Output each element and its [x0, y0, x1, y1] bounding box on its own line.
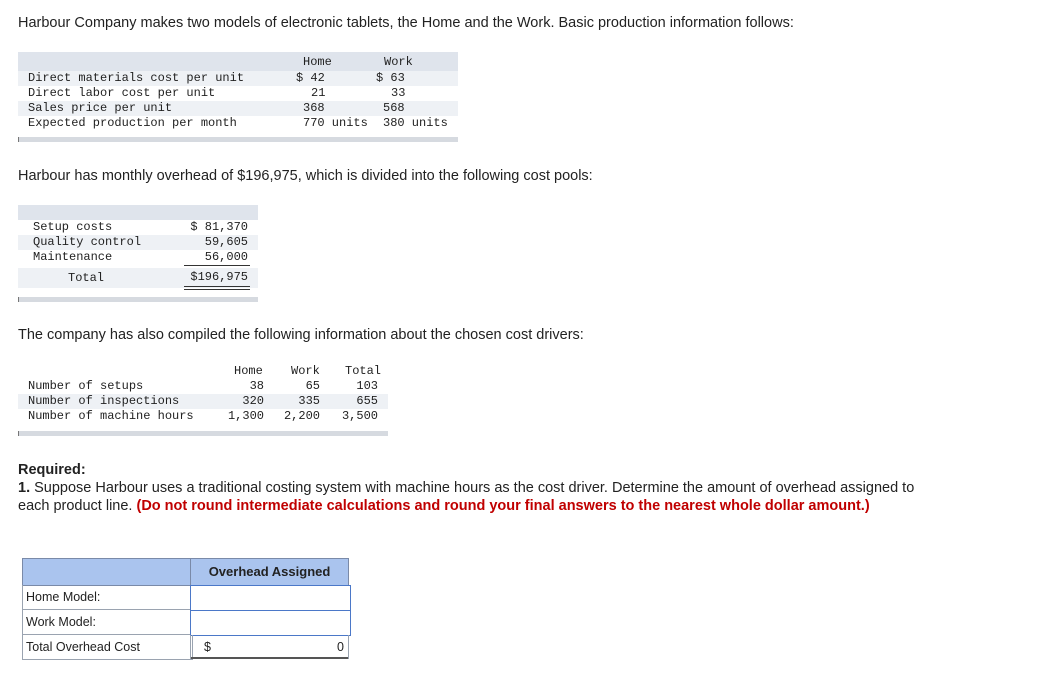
prod-row-label: Sales price per unit: [28, 101, 173, 115]
driver-home: 38: [249, 379, 264, 393]
col-total-header: Total: [345, 364, 382, 378]
prod-row-work: 380 units: [383, 116, 448, 130]
table-scrollbar: [18, 137, 458, 142]
table-scrollbar: [18, 297, 258, 302]
total-currency: $: [204, 640, 211, 654]
driver-home: 320: [242, 394, 264, 408]
overhead-intro-text: Harbour has monthly overhead of $196,975, which is divided into the following cost pools:: [18, 168, 593, 184]
pool-total-label: Total: [68, 271, 105, 285]
prod-row-work: 33: [391, 86, 406, 100]
intro-text: Harbour Company makes two models of electronic tablets, the Home and the Work. Basic production information follows:: [18, 15, 794, 31]
driver-total: 3,500: [341, 409, 378, 423]
pool-value: 56,000: [204, 250, 248, 264]
col-work-header: Work: [291, 364, 320, 378]
driver-total: 655: [356, 394, 378, 408]
driver-label: Number of machine hours: [28, 409, 194, 423]
prod-row-home: $ 42: [296, 71, 325, 85]
driver-label: Number of setups: [28, 379, 144, 393]
prod-row-work: 568: [383, 101, 405, 115]
subtotal-rule: [184, 265, 250, 266]
work-model-label: Work Model:: [22, 610, 193, 635]
required-question: [18, 479, 948, 515]
driver-total: 103: [356, 379, 378, 393]
required-title: Required:: [18, 462, 86, 478]
pool-value: $ 81,370: [190, 220, 248, 234]
total-double-underline: [191, 657, 348, 659]
driver-label: Number of inspections: [28, 394, 180, 408]
table-scrollbar: [18, 431, 388, 436]
required-section: [18, 461, 948, 515]
col-work-header: Work: [384, 55, 413, 69]
question-text: Suppose Harbour uses a traditional costing system with machine hours as the cost driver. Determine the amount of overhead assigned to each product line.: [18, 480, 915, 514]
col-home-header: Home: [303, 55, 332, 69]
pool-total-value: $196,975: [190, 270, 248, 284]
driver-work: 65: [305, 379, 320, 393]
prod-row-label: Direct labor cost per unit: [28, 86, 216, 100]
prod-row-home: 368: [303, 101, 325, 115]
prod-row-label: Expected production per month: [28, 116, 237, 130]
prod-row-home: 21: [311, 86, 326, 100]
pool-value: 59,605: [204, 235, 248, 249]
pool-label: Quality control: [33, 235, 142, 249]
prod-row-label: Direct materials cost per unit: [28, 71, 245, 85]
total-overhead-label: Total Overhead Cost: [22, 635, 193, 660]
pool-label: Setup costs: [33, 220, 113, 234]
total-overhead-cell: [190, 635, 349, 659]
prod-row-home: 770 units: [303, 116, 368, 130]
home-model-input[interactable]: [190, 585, 351, 611]
home-model-label: Home Model:: [22, 585, 193, 610]
driver-work: 2,200: [283, 409, 320, 423]
rounding-instruction: (Do not round intermediate calculations and round your final answers to the nearest whole dollar amount.): [136, 498, 870, 514]
prod-row-work: $ 63: [376, 71, 405, 85]
overhead-assigned-header: Overhead Assigned: [190, 558, 349, 586]
total-overhead-value: 0: [337, 640, 344, 654]
drivers-intro-text: The company has also compiled the following information about the chosen cost drivers:: [18, 327, 584, 343]
total-double-rule: [184, 286, 250, 290]
pool-label: Maintenance: [33, 250, 113, 264]
col-home-header: Home: [234, 364, 263, 378]
question-number: 1.: [18, 480, 31, 496]
work-model-input[interactable]: [190, 610, 351, 636]
answer-header-blank: [22, 558, 192, 586]
driver-home: 1,300: [227, 409, 264, 423]
driver-work: 335: [298, 394, 320, 408]
